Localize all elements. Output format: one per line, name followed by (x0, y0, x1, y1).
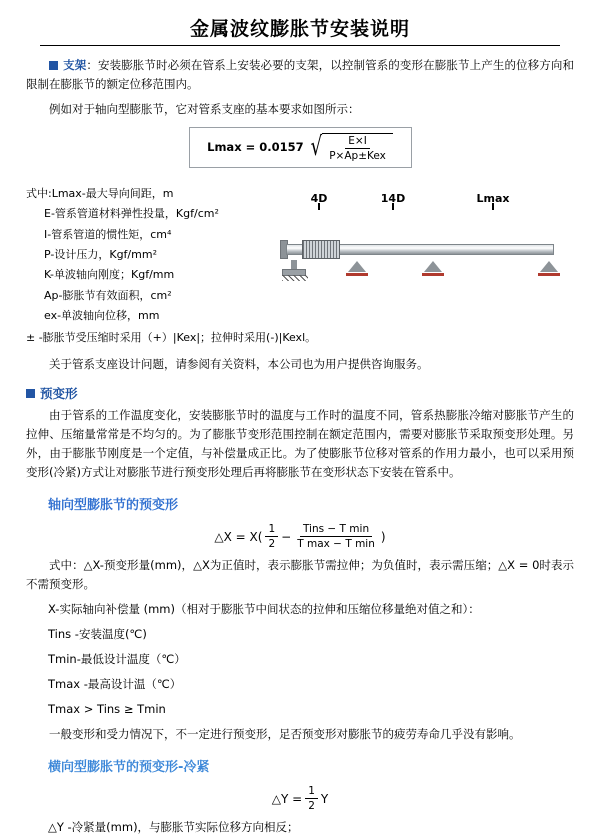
legend-item: E-管系管道材料弹性投量，Kgf/cm² (44, 207, 219, 221)
section-support-heading: 支架 (63, 58, 87, 72)
axial-note-6: Tmax > Tins ≥ Tmin (48, 702, 166, 717)
half-denominator: 2 (268, 538, 276, 551)
lateral-formula (26, 785, 574, 812)
axial-note-5: Tmax -最高设计温（℃） (48, 677, 182, 692)
document-content (0, 56, 600, 837)
axial-note-3: Tins -安装温度(℃) (48, 627, 147, 642)
lateral-note: △Y -冷紧量(mm)，与膨胀节实际位移方向相反； (48, 820, 299, 835)
lmax-fraction (326, 135, 389, 162)
dimension-4d (286, 192, 352, 206)
legend-item: Ap-膨胀节有效面积，cm² (44, 288, 172, 302)
guide-support-icon (538, 260, 560, 276)
section-predeform-heading-row (26, 384, 574, 402)
section-axial-heading: 轴向型膨胀节的预变形 (48, 498, 179, 514)
radical-sign-icon: √ (310, 132, 322, 163)
blue-square-icon (49, 61, 58, 70)
anchor-support-icon (282, 258, 306, 276)
page-title: 金属波纹膨胀节安装说明 (189, 18, 410, 40)
section-support-para2: 例如对于轴向型膨胀节，它对管系支座的基本要求如图所示： (49, 101, 360, 116)
section-support-closing: 关于管系支座设计问题，请参阅有关资料，本公司也为用户提供咨询服务。 (49, 357, 429, 372)
lmax-formula-radical (308, 133, 393, 162)
half-numerator: 1 (265, 523, 278, 537)
legend-item: P-设计压力，Kgf/mm² (44, 248, 157, 262)
guide-support-icon (422, 260, 444, 276)
legend-item: ex-单波轴向位移，mm (44, 309, 160, 323)
axial-note-2: X-实际轴向补偿量 (mm)（相对于膨胀节中间状态的拉伸和压缩位移量绝对值之和）： (48, 602, 480, 617)
guide-support-base (346, 273, 368, 276)
anchor-ground-hatch (282, 275, 308, 281)
half-numerator: 1 (305, 785, 318, 799)
guide-support-icon (346, 260, 368, 276)
legend-column (26, 178, 276, 326)
axial-formula-half (265, 523, 278, 550)
lmax-fraction-numerator: E×I (345, 135, 370, 149)
lmax-fraction-denominator: P×Ap±Kex (329, 149, 386, 162)
axial-note-7: 一般变形和受力情况下，不一定进行预变形，足否预变形对膨胀节的疲劳寿命几乎没有影响。 (49, 727, 521, 742)
axial-note-1: 式中：△X-预变形量(mm)，△X为正值时，表示膨胀节需拉伸；为负值时，表示需压缩；△X = 0时表示不需预变形。 (26, 558, 574, 592)
dimension-14d-label: 14D (380, 192, 406, 206)
lateral-formula-rhs: Y (320, 791, 329, 806)
section-predeform-heading: 预变形 (40, 386, 78, 402)
axial-formula-rhs: ) (380, 529, 386, 544)
legend-item: I-管系管道的惯性矩，cm⁴ (44, 227, 172, 241)
axial-formula-minus: − (281, 529, 292, 544)
pipe-support-diagram (280, 192, 560, 302)
dimension-14d (356, 192, 430, 206)
guide-support-base (538, 273, 560, 276)
legend-item: K-单波轴向刚度；Kgf/mm (44, 268, 175, 282)
diagram-column (276, 178, 574, 302)
section-support-intro: 支架：安装膨胀节时必须在管系上安装必要的支架，以控制管系的变形在膨胀节上产生的位移方向和限制在膨胀节的额定位移范围内。 (26, 58, 575, 91)
axial-formula (26, 523, 574, 550)
dimension-lmax (434, 192, 552, 206)
section-lateral-heading: 横向型膨胀节的预变形-冷紧 (48, 760, 210, 776)
dimension-4d-label: 4D (310, 192, 328, 206)
diagram-dimension-row (280, 192, 560, 214)
blue-square-icon (26, 389, 35, 398)
guide-support-triangle (424, 261, 442, 272)
guide-support-base (422, 273, 444, 276)
legend-item-pm: ± -膨胀节受压缩时采用（+）|Kex|；拉伸时采用(-)|Kexl。 (26, 331, 317, 345)
axial-formula-temp-fraction (294, 523, 378, 550)
axial-formula-inline (214, 523, 385, 550)
guide-support-triangle (540, 261, 558, 272)
lmax-formula (189, 127, 412, 168)
temp-fraction-numerator: Tins − T min (300, 523, 372, 537)
section-predeform-para1: 由于管系的工作温度变化，安装膨胀节时的温度与工作时的温度不同，管系热膨胀冷缩对膨胀节产生的拉伸、压缩量常常是不均匀的。为了膨胀节变形范围控制在额定范围内，需要对膨胀节采取预变形处理。另外，由于膨胀节刚度是一个定值，与补偿量成正比。为了使膨胀节位移对管系的作用力最小，也可以采用预变形(冷紧)方式让对膨胀节进行预变形处理后再将膨胀节在变形状态下安装在管系中。 (26, 408, 574, 480)
section-support-para1: 安装膨胀节时必须在管系上安装必要的支架，以控制管系的变形在膨胀节上产生的位移方向和限制在膨胀节的额定位移范围内。 (26, 58, 575, 91)
title-divider (40, 45, 560, 46)
legend-item: 式中:Lmax-最大导向间距，m (26, 187, 174, 201)
pipe-assembly (280, 222, 560, 282)
lateral-formula-lhs: △Y = (271, 791, 303, 806)
document-page (0, 14, 600, 835)
legend-list (26, 184, 276, 326)
temp-fraction-denominator: T max − T min (297, 538, 375, 551)
lateral-formula-half (305, 785, 318, 812)
half-denominator: 2 (308, 800, 315, 813)
axial-formula-lhs: △X = X( (214, 529, 263, 544)
guide-support-triangle (348, 261, 366, 272)
legend-and-diagram (26, 178, 574, 326)
radical-content (322, 133, 393, 162)
axial-note-4: Tmin-最低设计温度（℃） (48, 652, 186, 667)
dimension-lmax-label: Lmax (476, 192, 510, 206)
lateral-formula-inline (272, 785, 328, 812)
bellows-expansion-joint-icon (302, 240, 340, 259)
lmax-formula-lhs: Lmax = 0.0157 (207, 140, 304, 155)
